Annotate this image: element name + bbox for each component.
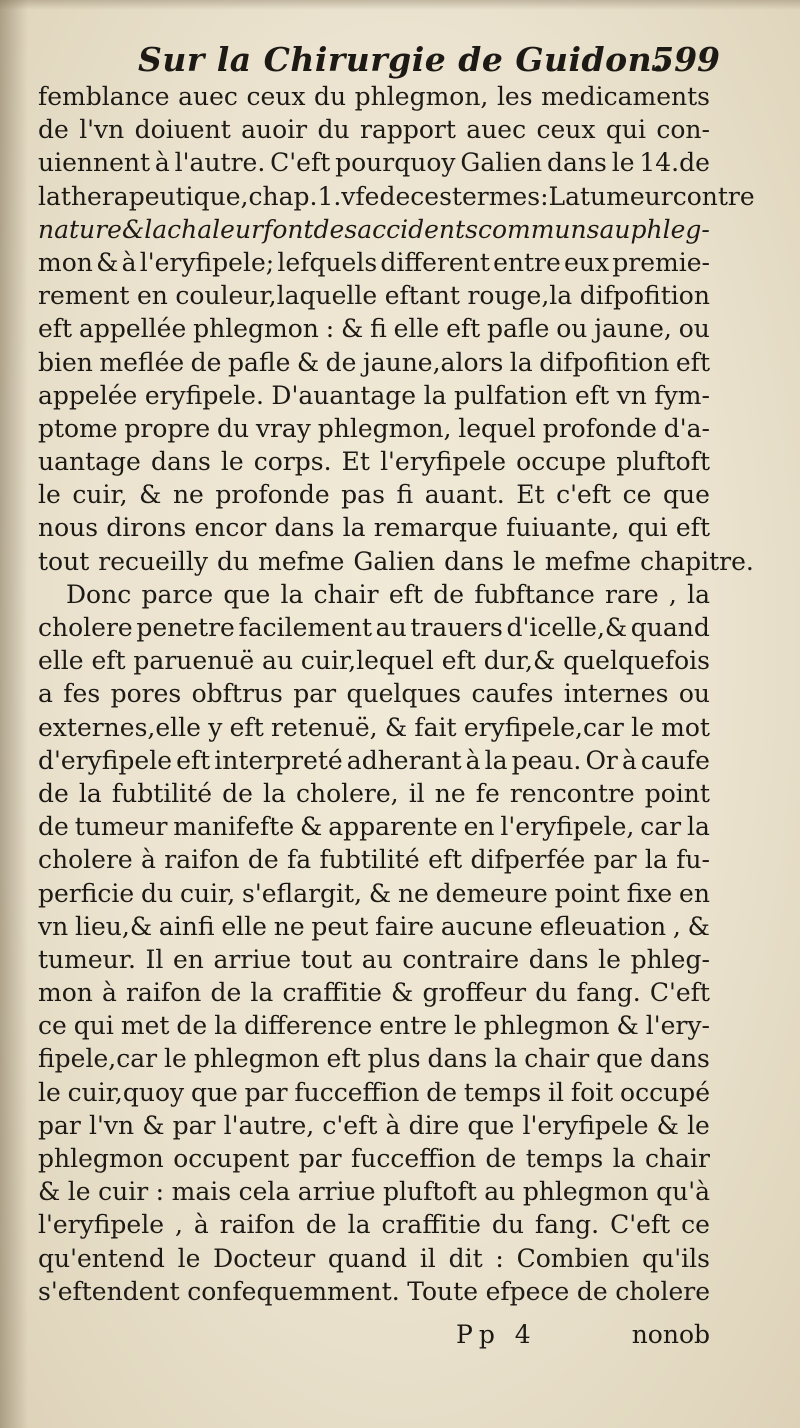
gutter-shadow (0, 0, 28, 1428)
text-line: appelée eryfipele. D'auantage la pulfation eft vn fym- (38, 380, 710, 410)
text-line: mon à raifon de la craffitie & groffeur du fang. C'eft (38, 978, 710, 1008)
text-line: fipele,car le phlegmon eft plus dans la chair que dans (38, 1044, 710, 1074)
text-line: rement en couleur,laquelle eftant rouge,la difpofition (38, 281, 710, 311)
page-footer (38, 1318, 710, 1352)
body-text (38, 80, 755, 1308)
text-line: mon & à l'eryfipele; lefquels different entre eux premie- (38, 247, 710, 277)
page-header (38, 36, 758, 84)
page-number: 599 (651, 40, 720, 79)
text-line: ptome propre du vray phlegmon, lequel profonde d'a- (38, 413, 710, 443)
text-line: perficie du cuir, s'eflargit, & ne demeure point fixe en (38, 878, 710, 908)
catchword: nonob (631, 1320, 710, 1349)
text-line: uantage dans le corps. Et l'eryfipele occupe pluftoft (38, 447, 710, 477)
text-line: la therapeutique,chap.1.vfe de ces termes : La tumeur contre (38, 181, 755, 211)
text-line: d'eryfipele eft interpreté adherant à la peau. Or à caufe (38, 745, 710, 775)
text-line: de l'vn doiuent auoir du rapport auec ceux qui con- (38, 115, 710, 145)
text-line: tumeur. Il en arriue tout au contraire dans le phleg- (38, 944, 710, 974)
page-edge-shadow (0, 0, 800, 10)
text-line: tout recueilly du mefme Galien dans le mefme chapitre. (38, 546, 754, 576)
text-line: & le cuir : mais cela arriue pluftoft au phlegmon qu'à (38, 1177, 710, 1207)
text-line: vn lieu,& ainfi elle ne peut faire aucune efleuation , & (38, 911, 710, 941)
text-line: eft appellée phlegmon : & fi elle eft pafle ou jaune, ou (38, 314, 710, 344)
text-line: elle eft paruenuë au cuir,lequel eft dur,& quelquefois (38, 646, 710, 676)
text-line: bien meflée de pafle & de jaune,alors la difpofition eft (38, 347, 710, 377)
text-line: externes,elle y eft retenuë, & fait eryfipele,car le mot (38, 712, 710, 742)
text-line: femblance auec ceux du phlegmon, les medicaments (38, 82, 710, 111)
text-line: a fes pores obftrus par quelques caufes internes ou (38, 679, 710, 709)
signature-mark: Pp 4 (456, 1320, 537, 1349)
text-line: cholere penetre facilement au trauers d'icelle,& quand (38, 613, 710, 642)
text-line: de la fubtilité de la cholere, il ne fe rencontre point (38, 778, 710, 808)
text-line: phlegmon occupent par fucceffion de temps la chair (38, 1144, 710, 1173)
text-line: cholere à raifon de fa fubtilité eft difperfée par la fu- (38, 845, 710, 875)
text-line: ce qui met de la difference entre le phlegmon & l'ery- (38, 1011, 710, 1041)
text-line: s'eftendent confequemment. Toute efpece de cholere (38, 1276, 710, 1306)
text-line: de tumeur manifefte & apparente en l'eryfipele, car la (38, 812, 710, 842)
text-line: le cuir,quoy que par fucceffion de temps il foit occupé (38, 1077, 710, 1107)
text-line: le cuir, & ne profonde pas fi auant. Et c'eft ce que (38, 480, 710, 510)
running-head: Sur la Chirurgie de Guidon. (138, 40, 665, 79)
text-line: uiennent à l'autre. C'eft pourquoy Galien dans le 14.de (38, 148, 710, 178)
text-line: nous dirons encor dans la remarque fuiuante, qui eft (38, 513, 710, 543)
text-line: qu'entend le Docteur quand il dit : Combien qu'ils (38, 1243, 710, 1273)
text-line: Donc parce que la chair eft de fubftance rare , la (66, 579, 710, 609)
text-line: nature & la chaleur font des accidents communs au phleg- (38, 214, 710, 244)
text-line: l'eryfipele , à raifon de la craffitie du fang. C'eft ce (38, 1210, 710, 1240)
text-line: par l'vn & par l'autre, c'eft à dire que l'eryfipele & le (38, 1110, 710, 1140)
